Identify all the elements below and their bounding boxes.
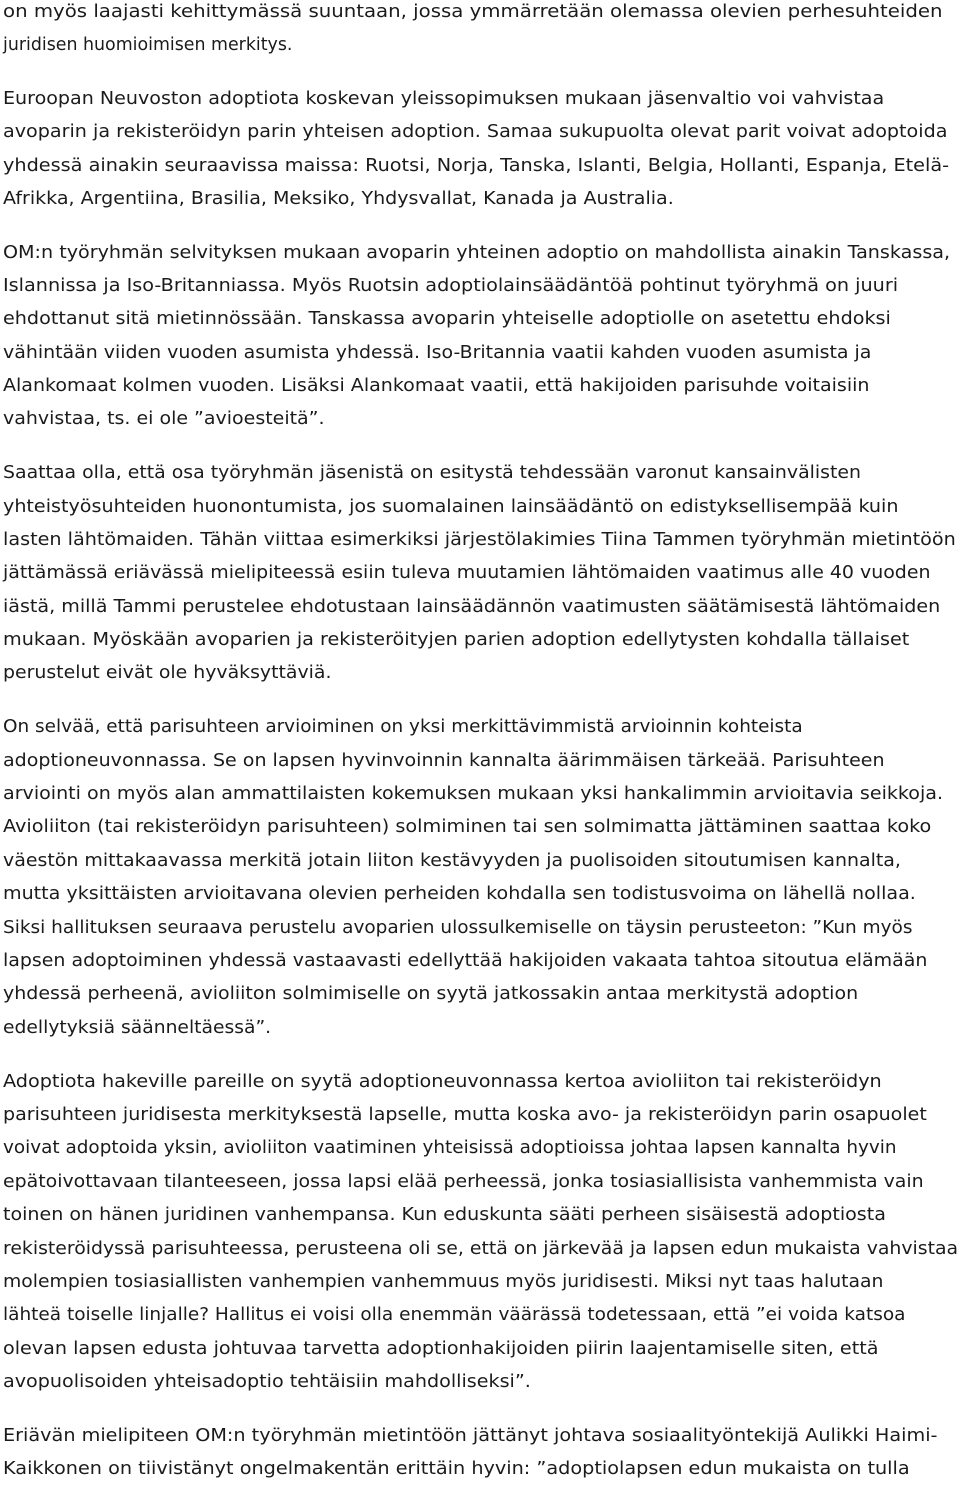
text-line: molempien tosiasiallisten vanhempien vanhemmuus myös juridisesti. Miksi nyt taas halutaan <box>3 1272 884 1292</box>
text-line: epätoivottavaan tilanteeseen, jossa lapsi elää perheessä, jonka tosiasiallisista vanhemmista vain <box>3 1172 924 1192</box>
text-line: lähteä toiselle linjalle? Hallitus ei voisi olla enemmän väärässä todetessaan, että ”ei voida katsoa <box>3 1305 906 1325</box>
text-line: on myös laajasti kehittymässä suuntaan, jossa ymmärretään olemassa olevien perhesuhteiden <box>3 2 943 22</box>
text-line: yhdessä ainakin seuraavissa maissa: Ruotsi, Norja, Tanska, Islanti, Belgia, Hollanti, Espanja, Etelä- <box>3 156 950 176</box>
text-line: vähintään viiden vuoden asumista yhdessä. Iso-Britannia vaatii kahden vuoden asumista ja <box>3 343 872 363</box>
text-line: yhdessä perheenä, avioliiton solmimiselle on syytä jatkossakin antaa merkitystä adoption <box>3 984 859 1004</box>
text-line: mukaan. Myöskään avoparien ja rekisteröityjen parien adoption edellytysten kohdalla tällaiset <box>3 630 910 650</box>
text-line: toinen on hänen juridinen vanhempansa. Kun eduskunta sääti perheen sisäisestä adoptiosta <box>3 1205 886 1225</box>
text-line: Islannissa ja Iso-Britanniassa. Myös Ruotsin adoptiolainsäädäntöä pohtinut työryhmä on juuri <box>3 276 899 296</box>
text-line: perustelut eivät ole hyväksyttäviä. <box>3 663 332 683</box>
text-line: adoptioneuvonnassa. Se on lapsen hyvinvoinnin kannalta äärimmäisen tärkeää. Parisuhteen <box>3 751 885 771</box>
text-line: lapsen adoptoiminen yhdessä vastaavasti edellyttää hakijoiden vakaata tahtoa sitoutua elämään <box>3 951 928 971</box>
text-line: avopuolisoiden yhteisadoptio tehtäisiin mahdolliseksi”. <box>3 1372 531 1392</box>
text-line: väestön mittakaavassa merkitä jotain liiton kestävyyden ja puolisoiden sitoutumisen kannalta, <box>3 851 901 871</box>
text-line: edellytyksiä säänneltäessä”. <box>3 1018 272 1038</box>
text-line: Saattaa olla, että osa työryhmän jäsenistä on esitystä tehdessään varonut kansainvälisten <box>3 463 861 483</box>
text-line: vahvistaa, ts. ei ole ”avioesteitä”. <box>3 409 325 429</box>
text-line: Adoptiota hakeville pareille on syytä adoptioneuvonnassa kertoa avioliiton tai rekisteröidyn <box>3 1072 882 1092</box>
text-line: OM:n työryhmän selvityksen mukaan avoparin yhteinen adoptio on mahdollista ainakin Tanskassa, <box>3 243 951 263</box>
text-line: ehdottanut sitä mietinnössään. Tanskassa avoparin yhteiselle adoptiolle on asetettu ehdoksi <box>3 309 891 329</box>
text-line: yhteistyösuhteiden huonontumista, jos suomalainen lainsäädäntö on edistyksellisempää kuin <box>3 497 899 517</box>
text-line: Avioliiton (tai rekisteröidyn parisuhteen) solmiminen tai sen solmimatta jättäminen saattaa koko <box>3 817 932 837</box>
text-line: Afrikka, Argentiina, Brasilia, Meksiko, Yhdysvallat, Kanada ja Australia. <box>3 189 674 209</box>
text-line: Euroopan Neuvoston adoptiota koskevan yleissopimuksen mukaan jäsenvaltio voi vahvistaa <box>3 89 885 109</box>
text-line: jättämässä eriävässä mielipiteessä esiin tuleva muutamien lähtömaiden vaatimus alle 40 vuoden <box>3 563 931 583</box>
text-line: juridisen huomioimisen merkitys. <box>3 35 293 55</box>
text-line: lasten lähtömaiden. Tähän viittaa esimerkiksi järjestölakimies Tiina Tammen työryhmän mietintöön <box>3 530 956 550</box>
text-line: avoparin ja rekisteröidyn parin yhteisen adoption. Samaa sukupuolta olevat parit voivat adoptoida <box>3 122 948 142</box>
text-line: olevan lapsen edusta johtuvaa tarvetta adoptionhakijoiden piirin laajentamiselle siten, että <box>3 1339 879 1359</box>
text-line: Alankomaat kolmen vuoden. Lisäksi Alankomaat vaatii, että hakijoiden parisuhde voitaisiin <box>3 376 870 396</box>
text-line: rekisteröidyssä parisuhteessa, perusteena oli se, että on järkevää ja lapsen edun mukaista vahvistaa <box>3 1239 959 1259</box>
text-line: On selvää, että parisuhteen arvioiminen on yksi merkittävimmistä arvioinnin kohteista <box>3 717 803 737</box>
text-line: Eriävän mielipiteen OM:n työryhmän mietintöön jättänyt johtava sosiaalityöntekijä Aulikki Haimi- <box>3 1426 938 1446</box>
text-line: Siksi hallituksen seuraava perustelu avoparien ulossulkemiselle on täysin perusteeton: ”Kun myös <box>3 918 913 938</box>
text-line: mutta yksittäisten arvioitavana olevien perheiden kohdalla sen todistusvoima on lähellä nollaa. <box>3 884 916 904</box>
text-line: Kaikkonen on tiivistänyt ongelmakentän erittäin hyvin: ”adoptiolapsen edun mukaista on tulla <box>3 1459 910 1479</box>
text-line: arviointi on myös alan ammattilaisten kokemuksen mukaan yksi hankalimmin arvioitavia seikkoja. <box>3 784 944 804</box>
text-line: voivat adoptoida yksin, avioliiton vaatiminen yhteisissä adoptioissa johtaa lapsen kannalta hyvin <box>3 1138 897 1158</box>
text-line: iästä, millä Tammi perustelee ehdotustaan lainsäädännön vaatimusten säätämisestä lähtömaiden <box>3 597 941 617</box>
text-line: parisuhteen juridisesta merkityksestä lapselle, mutta koska avo- ja rekisteröidyn parin osapuolet <box>3 1105 927 1125</box>
